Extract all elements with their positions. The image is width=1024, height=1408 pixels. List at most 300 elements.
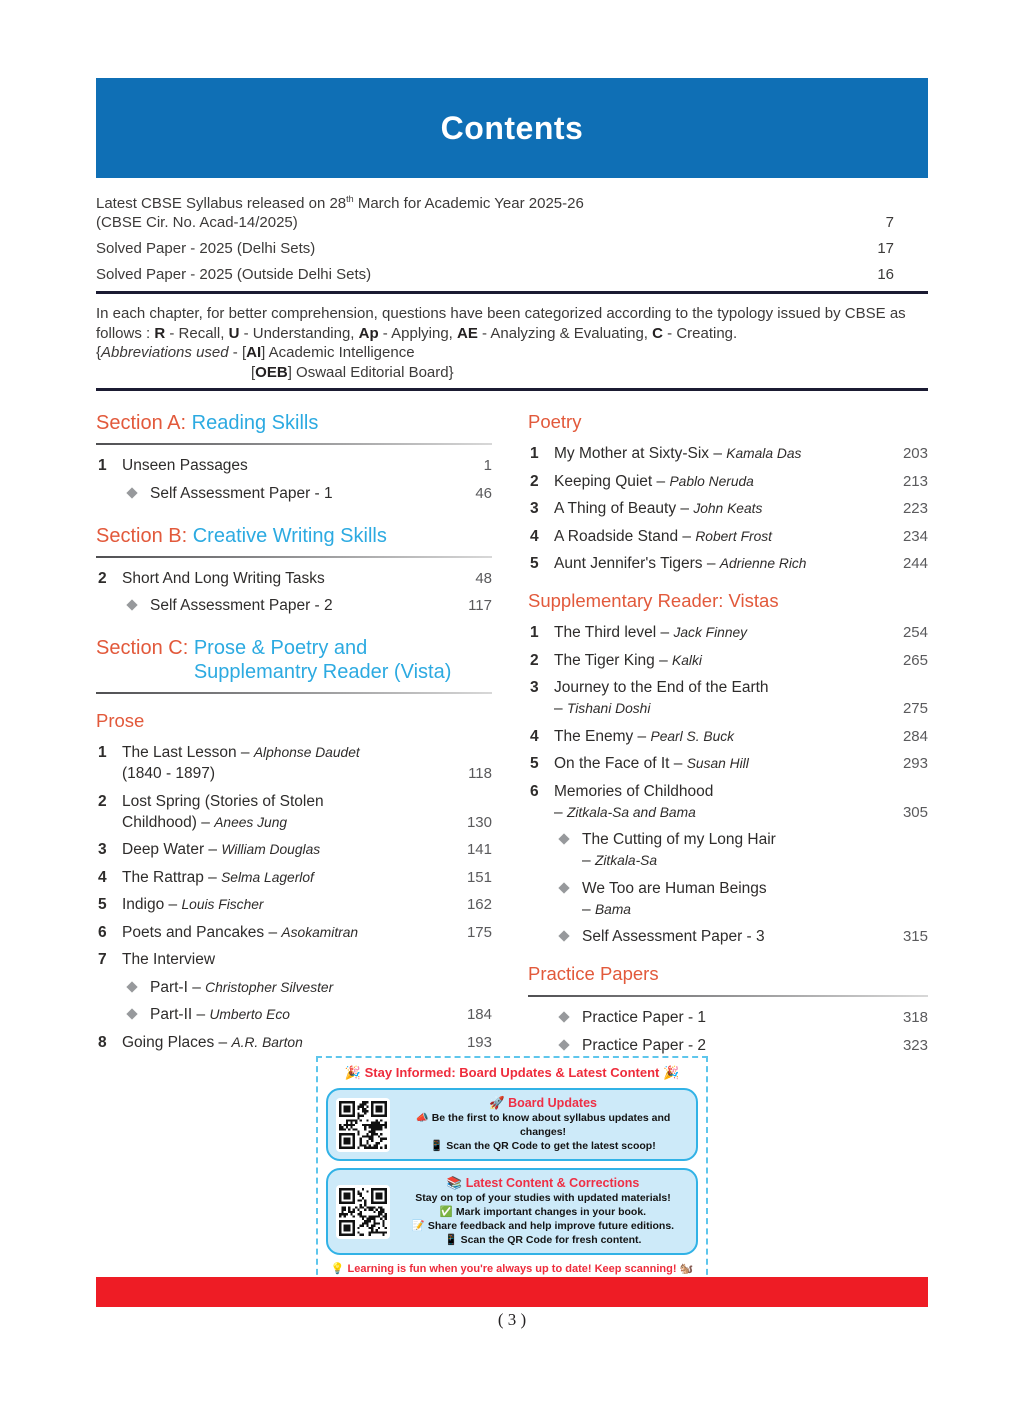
promo-cards xyxy=(326,1088,698,1255)
item-number: 6 xyxy=(98,923,107,941)
toc-item xyxy=(96,455,492,476)
toc-item xyxy=(96,791,492,833)
promo-footer-text: Learning is fun when you're always up to date! Keep scanning! xyxy=(347,1263,677,1275)
item-title-line xyxy=(150,977,456,998)
item-title-line xyxy=(150,483,456,504)
diamond-bullet-icon xyxy=(126,599,137,610)
abbrev-segment: ] Academic Intelligence xyxy=(261,344,415,361)
toc-item xyxy=(96,1004,492,1025)
item-title xyxy=(150,595,456,616)
item-title-line xyxy=(554,526,892,547)
item-page: 223 xyxy=(902,500,928,517)
divider-line xyxy=(96,291,928,294)
toc-item xyxy=(528,753,928,774)
item-page: 265 xyxy=(902,651,928,669)
item-author: Selma Lagerlof xyxy=(221,869,314,885)
scan-phone-icon: 📱 xyxy=(430,1140,447,1152)
item-number: 4 xyxy=(530,727,539,745)
item-title xyxy=(554,443,892,464)
item-author: Pablo Neruda xyxy=(669,473,754,489)
promo-line-text: Share feedback and help improve future editions. xyxy=(427,1220,675,1232)
check-icon: ✅ xyxy=(439,1206,456,1218)
diamond-bullet-icon xyxy=(558,930,569,941)
item-author: Kalki xyxy=(672,652,702,668)
books-icon: 📚 xyxy=(446,1176,466,1190)
item-author: Jack Finney xyxy=(673,625,748,640)
item-number: 4 xyxy=(530,527,539,545)
item-title-text: – xyxy=(582,852,595,869)
item-bullet xyxy=(124,1004,150,1025)
front-row-label xyxy=(96,190,584,232)
item-page: 130 xyxy=(466,813,492,831)
item-author: Bama xyxy=(594,901,631,917)
item-title-text: The Enemy – xyxy=(554,727,651,745)
item-number: 5 xyxy=(98,896,107,913)
abbreviations-line-2 xyxy=(96,363,928,383)
item-title-line xyxy=(582,926,892,947)
item-title-text: – xyxy=(582,900,595,918)
item-author: Susan Hill xyxy=(686,756,749,771)
item-title-text: The Tiger King – xyxy=(554,651,673,669)
front-row-label: Solved Paper - 2025 (Outside Delhi Sets) xyxy=(96,266,372,283)
front-row-page: 7 xyxy=(885,214,894,231)
toc-item xyxy=(528,1035,928,1056)
typology-segment: - Analyzing & Evaluating, xyxy=(477,324,653,342)
section-title-line: Creative Writing Skills xyxy=(192,524,387,547)
item-author: Christopher Silvester xyxy=(205,979,334,995)
item-title-text: Part-II – xyxy=(150,1006,210,1023)
toc-columns xyxy=(96,407,928,1062)
promo-card-text xyxy=(398,1176,688,1247)
item-title xyxy=(122,894,456,915)
item-page: 305 xyxy=(902,803,928,821)
item-page: 1 xyxy=(483,457,492,474)
item-title xyxy=(122,791,456,833)
item-author: Pearl S. Buck xyxy=(650,728,735,744)
toc-item xyxy=(528,498,928,519)
abbrev-segment: { xyxy=(96,344,102,361)
typology-segment: C xyxy=(652,324,663,342)
item-author: Kamala Das xyxy=(726,446,802,461)
toc-item xyxy=(528,443,928,464)
item-title-line xyxy=(122,742,456,763)
typology-segment: AE xyxy=(457,324,478,342)
typology-segment: - Creating. xyxy=(662,324,738,342)
item-number: 5 xyxy=(530,555,539,572)
item-page: 244 xyxy=(902,555,928,572)
lightbulb-icon: 💡 xyxy=(330,1263,345,1275)
toc-item xyxy=(96,1032,492,1053)
item-page: 323 xyxy=(902,1036,928,1054)
item-title-line xyxy=(150,1004,456,1025)
toc-item xyxy=(528,471,928,492)
diamond-bullet-icon xyxy=(558,1011,569,1022)
abbrev-segment: ] Oswaal Editorial Board} xyxy=(287,363,454,381)
item-title-line xyxy=(554,753,892,774)
section-heading-title xyxy=(192,411,319,435)
abbrev-segment: [ xyxy=(251,363,256,381)
promo-card-heading xyxy=(398,1176,688,1190)
item-title xyxy=(554,471,892,492)
item-title-line xyxy=(122,1032,456,1053)
promo-box xyxy=(316,1056,708,1285)
toc-item xyxy=(528,526,928,547)
qr-code xyxy=(336,1185,390,1239)
section-heading xyxy=(96,636,492,684)
promo-title-text: Stay Informed: Board Updates & Latest Content xyxy=(364,1065,660,1080)
promo-card-text xyxy=(398,1096,688,1153)
item-page: 203 xyxy=(902,445,928,462)
front-row-page: 16 xyxy=(877,266,894,283)
item-page: 151 xyxy=(466,868,492,886)
item-number: 3 xyxy=(530,500,539,517)
item-title xyxy=(582,1007,892,1028)
toc-item xyxy=(528,650,928,671)
promo-line-text: Scan the QR Code xyxy=(460,1234,553,1246)
promo-line-text: Stay on top of your studies with updated materials! xyxy=(415,1192,671,1204)
typology-paragraph xyxy=(96,304,928,382)
item-author: Zitkala-Sa and Bama xyxy=(566,804,696,820)
abbrev-segment: - [ xyxy=(228,344,247,361)
diamond-bullet-icon xyxy=(558,882,569,893)
item-title xyxy=(122,839,456,860)
item-page: 318 xyxy=(902,1009,928,1026)
promo-line-text: Be the first to know about syllabus updates and changes! xyxy=(431,1112,671,1138)
item-author: John Keats xyxy=(693,501,763,516)
item-title xyxy=(150,977,456,998)
item-number: 2 xyxy=(530,651,539,669)
promo-title xyxy=(326,1064,698,1082)
promo-card-line xyxy=(398,1205,688,1219)
item-title xyxy=(122,949,456,970)
toc-item xyxy=(96,742,492,784)
item-title xyxy=(554,622,892,643)
toc-right-column xyxy=(528,407,928,1062)
section-heading xyxy=(96,524,492,548)
item-title-text: Lost Spring (Stories of Stolen xyxy=(122,792,324,810)
party-popper-icon: 🎉 xyxy=(662,1065,680,1080)
promo-line-text: to get the latest scoop! xyxy=(537,1140,656,1152)
front-row-syllabus xyxy=(96,190,928,232)
typology-segment: R xyxy=(154,324,166,342)
circular-number: (CBSE Cir. No. Acad-14/2025) xyxy=(96,214,298,231)
toc-item xyxy=(528,1007,928,1028)
toc-item xyxy=(528,878,928,920)
toc-item xyxy=(528,553,928,574)
item-title-line xyxy=(554,471,892,492)
item-page: 234 xyxy=(902,527,928,545)
item-author: Asokamitran xyxy=(281,924,359,940)
item-title-text: Self Assessment Paper - 2 xyxy=(150,597,333,614)
diamond-bullet-icon xyxy=(558,833,569,844)
item-number: 2 xyxy=(98,792,107,810)
item-title xyxy=(554,753,892,774)
item-title-line xyxy=(122,568,456,589)
item-title xyxy=(122,922,456,943)
front-row-solved-outside xyxy=(96,265,928,284)
item-title-line xyxy=(582,829,892,850)
item-title-text: The Cutting of my Long Hair xyxy=(582,831,776,848)
front-row-label: Solved Paper - 2025 (Delhi Sets) xyxy=(96,240,316,257)
item-title-text: The Third level – xyxy=(554,624,674,641)
syllabus-text: Latest CBSE Syllabus released on 28 xyxy=(96,195,347,212)
item-title xyxy=(582,1035,892,1056)
item-number: 3 xyxy=(98,841,107,858)
section-title-line: Reading Skills xyxy=(191,412,319,434)
item-author: Alphonse Daudet xyxy=(253,745,360,760)
item-number: 2 xyxy=(98,569,107,587)
toc-item xyxy=(96,922,492,943)
item-author: Zitkala-Sa xyxy=(594,853,658,868)
section-heading-prefix: Section C: xyxy=(96,637,194,659)
qr-code-image xyxy=(339,1101,387,1149)
item-title-text: Going Places – xyxy=(122,1033,232,1051)
item-bullet xyxy=(556,878,582,920)
promo-card-line xyxy=(398,1191,688,1205)
contents-banner xyxy=(96,78,928,178)
item-author: Adrienne Rich xyxy=(719,556,807,571)
toc-item xyxy=(528,829,928,871)
item-title xyxy=(150,483,456,504)
item-title xyxy=(554,553,892,574)
item-page: 213 xyxy=(902,472,928,490)
item-title-text: My Mother at Sixty-Six – xyxy=(554,445,727,462)
item-title-line xyxy=(582,1035,892,1056)
section-title-line: Supplemantry Reader (Vista) xyxy=(193,661,452,683)
promo-card xyxy=(326,1088,698,1161)
item-title-line xyxy=(554,781,892,802)
item-title-line xyxy=(582,850,892,871)
item-title-line xyxy=(122,812,456,833)
item-title xyxy=(122,455,456,476)
megaphone-icon: 📣 xyxy=(415,1112,432,1124)
item-title-line xyxy=(554,698,892,719)
divider-line xyxy=(96,388,928,391)
toc-item xyxy=(528,622,928,643)
item-number: 8 xyxy=(98,1033,107,1051)
typology-segment: Ap xyxy=(358,324,379,342)
item-title-text: Unseen Passages xyxy=(122,457,248,474)
item-title-text: Journey to the End of the Earth xyxy=(554,679,769,696)
item-number: 2 xyxy=(530,472,539,490)
section-underline xyxy=(528,995,928,997)
promo-line-text: Mark important changes in your book. xyxy=(455,1206,647,1218)
item-number: 1 xyxy=(98,744,107,761)
item-page: 284 xyxy=(902,727,928,745)
item-title xyxy=(554,781,892,823)
item-title xyxy=(554,498,892,519)
item-title xyxy=(122,867,456,888)
toc-item xyxy=(96,483,492,504)
item-title-text: – xyxy=(554,700,567,717)
abbrev-segment: AI xyxy=(246,344,262,361)
item-bullet xyxy=(556,926,582,947)
pencil-icon: 📝 xyxy=(411,1220,428,1232)
item-title-text: Indigo – xyxy=(122,896,182,913)
item-title xyxy=(582,926,892,947)
item-page: 275 xyxy=(902,700,928,717)
item-page: 118 xyxy=(468,765,492,782)
front-row-solved-delhi xyxy=(96,239,928,258)
item-title-text: Poets and Pancakes – xyxy=(122,923,282,941)
typology-segment: - Applying, xyxy=(378,324,458,342)
subsection-heading: Practice Papers xyxy=(528,963,659,984)
item-author: William Douglas xyxy=(221,842,321,857)
typology-segment: In each chapter, for better comprehension, questions have been categorized according to the typology issued by CBSE as follows : xyxy=(96,305,906,342)
abbrev-segment: OEB xyxy=(255,363,288,381)
scan-phone-icon: 📱 xyxy=(444,1234,461,1246)
promo-card-line xyxy=(398,1219,688,1233)
item-author: Robert Frost xyxy=(695,528,772,544)
item-title-line xyxy=(554,677,892,698)
subsection-heading: Prose xyxy=(96,710,145,731)
diamond-bullet-icon xyxy=(126,1008,137,1019)
item-number: 1 xyxy=(98,457,107,474)
squirrel-icon: 🐿️ xyxy=(679,1263,694,1275)
item-page: 117 xyxy=(468,597,492,614)
toc-item xyxy=(96,595,492,616)
item-bullet xyxy=(556,829,582,871)
item-title-text: Practice Paper - 1 xyxy=(582,1009,707,1026)
section-heading-title xyxy=(193,524,387,548)
item-title xyxy=(122,568,456,589)
item-title-text: The Last Lesson – xyxy=(122,744,254,761)
section-underline xyxy=(96,556,492,558)
rocket-icon: 🚀 xyxy=(489,1096,509,1110)
item-title-text: – xyxy=(554,803,567,821)
toc-left-column xyxy=(96,407,492,1062)
ordinal-superscript: th xyxy=(346,194,354,204)
item-title-text: The Interview xyxy=(122,951,216,968)
section-heading-prefix: Section B: xyxy=(96,524,193,547)
item-author: Louis Fischer xyxy=(181,897,264,912)
section-heading-title xyxy=(194,636,452,684)
promo-line-text: Scan the QR Code xyxy=(446,1140,538,1152)
item-page: 254 xyxy=(902,624,928,641)
item-bullet xyxy=(556,1007,582,1028)
item-number: 6 xyxy=(530,782,539,800)
item-author: Anees Jung xyxy=(214,814,288,830)
toc-item xyxy=(528,726,928,747)
item-title-text: Aunt Jennifer's Tigers – xyxy=(554,555,720,572)
page-content xyxy=(96,0,928,1062)
item-title-line xyxy=(582,878,892,899)
item-title-line xyxy=(122,949,456,970)
item-title-text: The Rattrap – xyxy=(122,868,222,886)
item-title xyxy=(582,878,892,920)
item-author: Umberto Eco xyxy=(209,1007,290,1022)
item-page: 175 xyxy=(466,923,492,941)
item-title xyxy=(122,1032,456,1053)
item-author: A.R. Barton xyxy=(231,1034,303,1050)
item-title xyxy=(554,726,892,747)
item-title-line xyxy=(122,839,456,860)
toc-item xyxy=(528,781,928,823)
item-title-line xyxy=(554,650,892,671)
item-title-text: A Roadside Stand – xyxy=(554,527,696,545)
qr-code xyxy=(336,1098,390,1152)
item-number: 1 xyxy=(530,624,539,641)
promo-footer xyxy=(326,1262,698,1277)
item-title-text: Part-I – xyxy=(150,978,206,996)
item-title xyxy=(150,1004,456,1025)
item-page: 293 xyxy=(902,755,928,772)
item-number: 3 xyxy=(530,679,539,696)
item-title-text: We Too are Human Beings xyxy=(582,879,767,897)
toc-item xyxy=(96,839,492,860)
item-title-line xyxy=(582,1007,892,1028)
item-author: Tishani Doshi xyxy=(566,701,651,716)
toc-item xyxy=(528,926,928,947)
footer-red-bar xyxy=(96,1277,928,1307)
item-page: 162 xyxy=(466,896,492,913)
item-title-text: Practice Paper - 2 xyxy=(582,1036,707,1054)
item-page: 193 xyxy=(466,1033,492,1051)
toc-item xyxy=(96,977,492,998)
item-page: 315 xyxy=(902,928,928,945)
toc-item xyxy=(96,867,492,888)
front-row-page: 17 xyxy=(877,240,894,257)
item-title-line xyxy=(582,899,892,920)
qr-code-image xyxy=(339,1188,387,1236)
promo-card xyxy=(326,1168,698,1255)
item-title-text: (1840 - 1897) xyxy=(122,765,216,782)
item-page: 141 xyxy=(466,841,492,858)
item-title-line xyxy=(150,595,456,616)
item-page: 46 xyxy=(475,484,492,502)
promo-card-line xyxy=(398,1111,688,1139)
item-title-text: On the Face of It – xyxy=(554,755,687,772)
section-underline xyxy=(96,692,492,694)
item-bullet xyxy=(124,977,150,998)
diamond-bullet-icon xyxy=(558,1039,569,1050)
toc-item xyxy=(528,677,928,719)
toc-item xyxy=(96,568,492,589)
item-title-text: Memories of Childhood xyxy=(554,782,714,800)
typology-segment: - Understanding, xyxy=(239,324,359,342)
typology-segment: - Recall, xyxy=(165,324,229,342)
item-title-text: Keeping Quiet – xyxy=(554,472,670,490)
item-title-line xyxy=(554,443,892,464)
item-number: 1 xyxy=(530,445,539,462)
item-page: 184 xyxy=(466,1006,492,1023)
item-title-line xyxy=(554,553,892,574)
item-title-line xyxy=(122,763,456,784)
item-title-text: Childhood) – xyxy=(122,813,215,831)
item-title-text: Short And Long Writing Tasks xyxy=(122,569,325,587)
abbrev-segment: Abbreviations used xyxy=(101,344,229,361)
promo-line-text: for fresh content. xyxy=(552,1234,642,1246)
promo-card-heading-text: Latest Content & Corrections xyxy=(465,1176,640,1190)
item-bullet xyxy=(556,1035,582,1056)
item-title xyxy=(554,526,892,547)
subsection-heading: Poetry xyxy=(528,411,582,432)
item-bullet xyxy=(124,595,150,616)
section-heading-prefix: Section A: xyxy=(96,412,192,434)
syllabus-text-cont: March for Academic Year 2025-26 xyxy=(353,195,584,212)
promo-card-heading xyxy=(398,1096,688,1110)
item-title-line xyxy=(122,867,456,888)
page-number: ( 3 ) xyxy=(497,1310,527,1329)
section-underline xyxy=(96,443,492,445)
item-title-line xyxy=(122,455,456,476)
item-title-text: Deep Water – xyxy=(122,841,222,858)
item-title-line xyxy=(554,726,892,747)
diamond-bullet-icon xyxy=(126,487,137,498)
item-title-line xyxy=(554,802,892,823)
section-heading xyxy=(96,411,492,435)
promo-card-line xyxy=(398,1139,688,1153)
